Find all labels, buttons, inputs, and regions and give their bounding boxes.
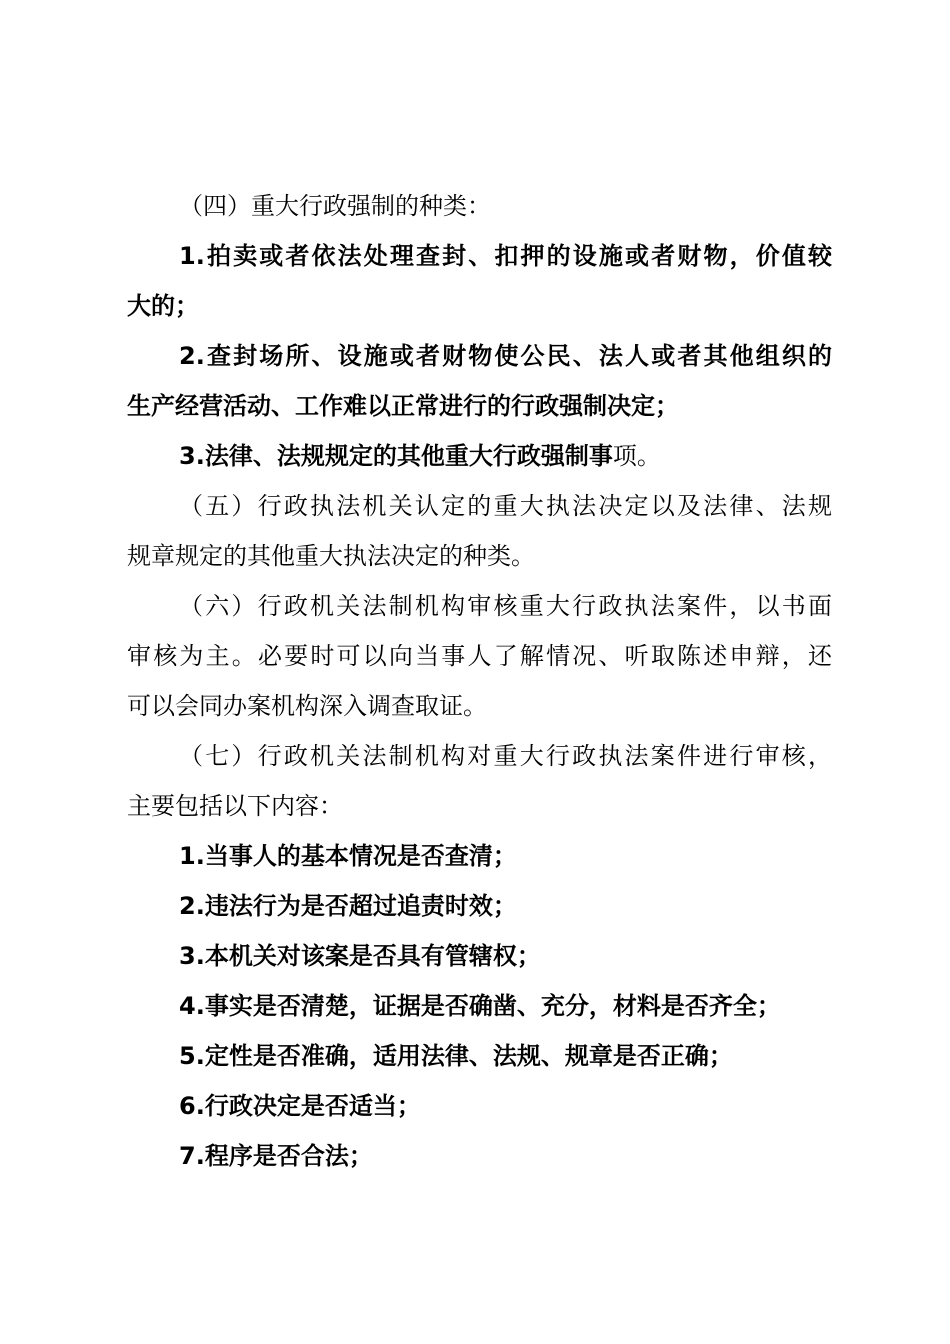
item-4-1-line2: 大的； [127, 292, 199, 320]
section-6-line1: （六）行政机关法制机构审核重大行政执法案件，以书面 [179, 592, 832, 620]
section-7-line2: 主要包括以下内容： [127, 792, 343, 820]
section-7-line1: （七）行政机关法制机构对重大行政执法案件进行审核， [179, 742, 832, 770]
section-6-line2: 审核为主。必要时可以向当事人了解情况、听取陈述申辩，还 [127, 642, 832, 670]
section-4-heading: （四）重大行政强制的种类： [179, 192, 491, 220]
item-4-3-normal: 项。 [612, 442, 661, 470]
item-7-3: 3.本机关对该案是否具有管辖权； [179, 942, 541, 970]
section-6-line3: 可以会同办案机构深入调查取证。 [127, 692, 487, 720]
item-4-3 [127, 431, 832, 481]
document-page [127, 181, 832, 1181]
item-7-7: 7.程序是否合法； [179, 1142, 373, 1170]
item-7-4: 4.事实是否清楚，证据是否确凿、充分，材料是否齐全； [179, 992, 781, 1020]
section-5-line1: （五）行政执法机关认定的重大执法决定以及法律、法规 [179, 492, 832, 520]
item-4-2-line1: 2.查封场所、设施或者财物使公民、法人或者其他组织的 [179, 342, 832, 370]
section-5-line2: 规章规定的其他重大执法决定的种类。 [127, 542, 535, 570]
item-7-5: 5.定性是否准确，适用法律、法规、规章是否正确； [179, 1042, 733, 1070]
item-4-3-bold: 3.法律、法规规定的其他重大行政强制事 [179, 442, 613, 470]
item-7-6: 6.行政决定是否适当； [179, 1092, 421, 1120]
item-7-1: 1.当事人的基本情况是否查清； [179, 842, 517, 870]
item-7-2: 2.违法行为是否超过追责时效； [179, 892, 517, 920]
item-4-2-line2: 生产经营活动、工作难以正常进行的行政强制决定； [127, 392, 679, 420]
item-4-1-line1: 1.拍卖或者依法处理查封、扣押的设施或者财物，价值较 [179, 242, 832, 270]
